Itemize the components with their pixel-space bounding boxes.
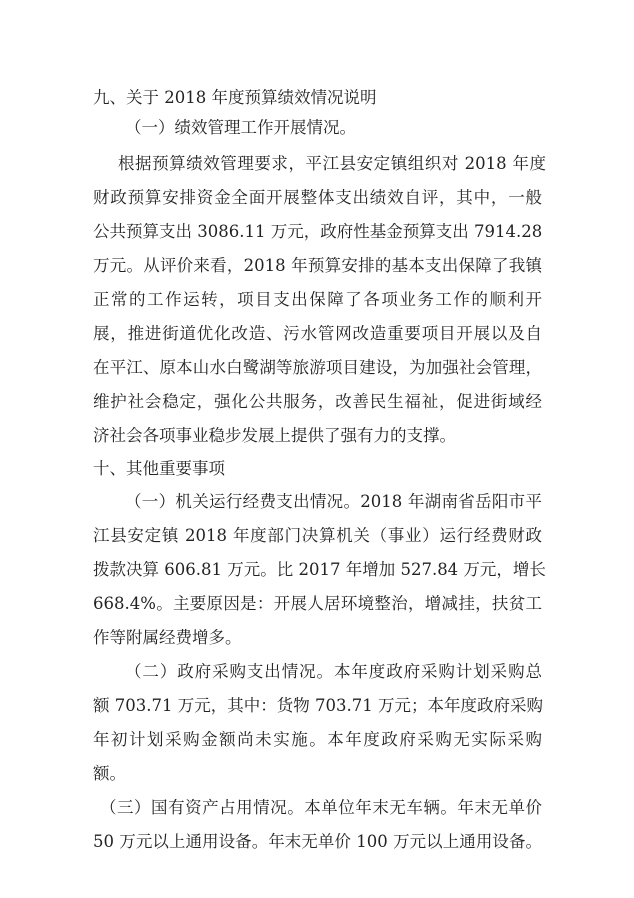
paragraph-line: 在平江、原本山水白鹭湖等旅游项目建设，为加强社会管理， xyxy=(93,358,542,377)
paragraph-line: 江县安定镇 2018 年度部门决算机关（事业）运行经费财政 xyxy=(93,526,542,545)
paragraph-line: 668.4%。主要原因是：开展人居环境整治，增减挂，扶贫工 xyxy=(93,594,542,613)
paragraph-line: 额。 xyxy=(93,764,126,783)
paragraph-line: 根据预算绩效管理要求，平江县安定镇组织对 2018 年度 xyxy=(118,154,546,173)
section-10-heading: 十、其他重要事项 xyxy=(93,459,225,478)
paragraph-line: 济社会各项事业稳步发展上提供了强有力的支撑。 xyxy=(93,426,456,445)
paragraph-line: （三）国有资产占用情况。本单位年末无车辆。年末无单价 xyxy=(100,798,542,817)
paragraph-line: 维护社会稳定，强化公共服务，改善民生福祉，促进街域经 xyxy=(93,392,542,411)
paragraph-line: 拨款决算 606.81 万元。比 2017 年增加 527.84 万元，增长 xyxy=(93,560,546,579)
paragraph-line: 额 703.71 万元，其中：货物 703.71 万元；本年度政府采购 xyxy=(93,696,543,715)
paragraph-line: 50 万元以上通用设备。年末无单价 100 万元以上通用设备。 xyxy=(93,832,542,851)
paragraph-line: 展，推进街道优化改造、污水管网改造重要项目开展以及自 xyxy=(93,324,542,343)
paragraph-line: （一）机关运行经费支出情况。2018 年湖南省岳阳市平 xyxy=(125,492,542,511)
paragraph-line: 公共预算支出 3086.11 万元，政府性基金预算支出 7914.28 xyxy=(93,222,543,241)
section-9-heading: 九、关于 2018 年度预算绩效情况说明 xyxy=(93,88,377,107)
paragraph-line: 作等附属经费增多。 xyxy=(93,628,242,647)
paragraph-line: 财政预算安排资金全面开展整体支出绩效自评，其中，一般 xyxy=(93,188,542,207)
paragraph-line: （二）政府采购支出情况。本年度政府采购计划采购总 xyxy=(125,662,542,681)
paragraph-line: 年初计划采购金额尚未实施。本年度政府采购无实际采购 xyxy=(93,730,542,749)
paragraph-line: 正常的工作运转，项目支出保障了各项业务工作的顺利开 xyxy=(93,290,542,309)
section-9-subheading: （一）绩效管理工作开展情况。 xyxy=(125,118,356,137)
paragraph-line: 万元。从评价来看，2018 年预算安排的基本支出保障了我镇 xyxy=(93,256,542,275)
